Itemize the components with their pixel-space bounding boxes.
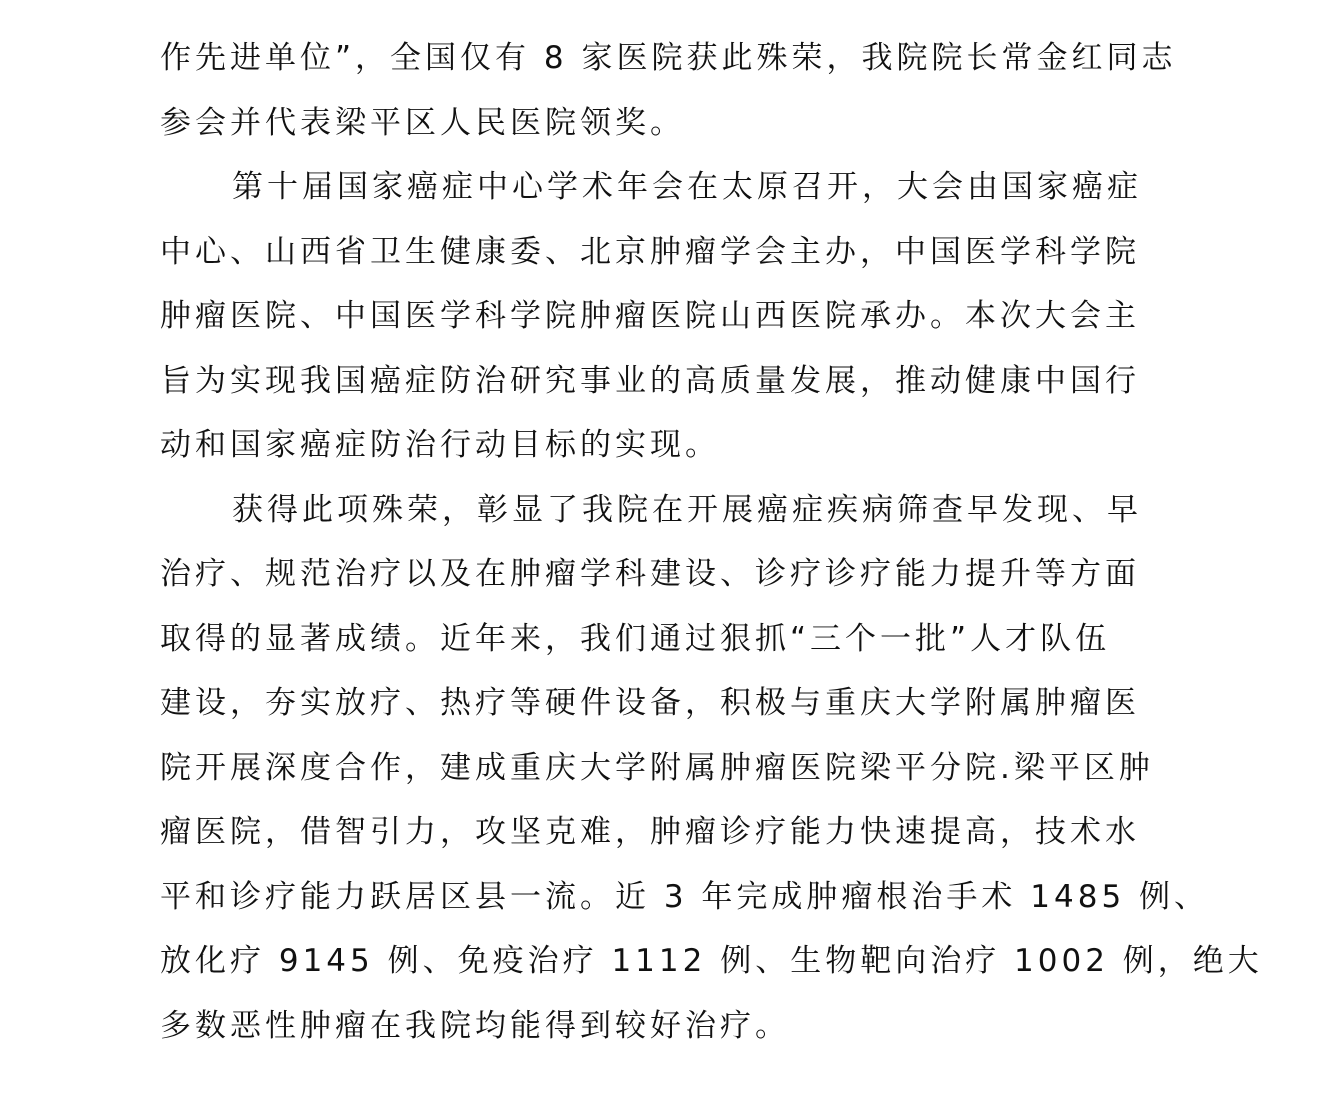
text-line: 放化疗 9145 例、免疫治疗 1112 例、生物靶向治疗 1002 例，绝大: [160, 943, 1263, 979]
text-line: 旨为实现我国癌症防治研究事业的高质量发展，推动健康中国行: [160, 362, 1140, 399]
paragraph-achievements: [160, 478, 1263, 1059]
text-line: 获得此项殊荣，彰显了我院在开展癌症疾病筛查早发现、早: [232, 491, 1142, 528]
text-line: 建设，夯实放疗、热疗等硬件设备，积极与重庆大学附属肿瘤医: [160, 685, 1140, 721]
text-line: 瘤医院，借智引力，攻坚克难，肿瘤诊疗能力快速提高，技术水: [160, 814, 1140, 850]
text-line: 动和国家癌症防治行动目标的实现。: [160, 427, 720, 463]
document-body: [160, 26, 1263, 1058]
text-line: 作先进单位”，全国仅有 8 家医院获此殊荣，我院院长常金红同志: [160, 40, 1177, 76]
text-line: 取得的显著成绩。近年来，我们通过狠抓“三个一批”人才队伍: [160, 620, 1111, 657]
text-line: 第十届国家癌症中心学术年会在太原召开，大会由国家癌症: [232, 169, 1142, 205]
paragraph-annual-meeting: [160, 155, 1166, 478]
text-line: 参会并代表梁平区人民医院领奖。: [160, 104, 685, 141]
text-line: 多数恶性肿瘤在我院均能得到较好治疗。: [160, 1007, 790, 1044]
paragraph-award-continuation: [160, 26, 1177, 155]
text-line: 中心、山西省卫生健康委、北京肿瘤学会主办，中国医学科学院: [160, 233, 1140, 270]
text-line: 治疗、规范治疗以及在肿瘤学科建设、诊疗诊疗能力提升等方面: [160, 556, 1140, 592]
text-line: 院开展深度合作，建成重庆大学附属肿瘤医院梁平分院.梁平区肿: [160, 749, 1154, 786]
text-line: 平和诊疗能力跃居区县一流。近 3 年完成肿瘤根治手术 1485 例、: [160, 878, 1210, 915]
text-line: 肿瘤医院、中国医学科学院肿瘤医院山西医院承办。本次大会主: [160, 298, 1140, 334]
